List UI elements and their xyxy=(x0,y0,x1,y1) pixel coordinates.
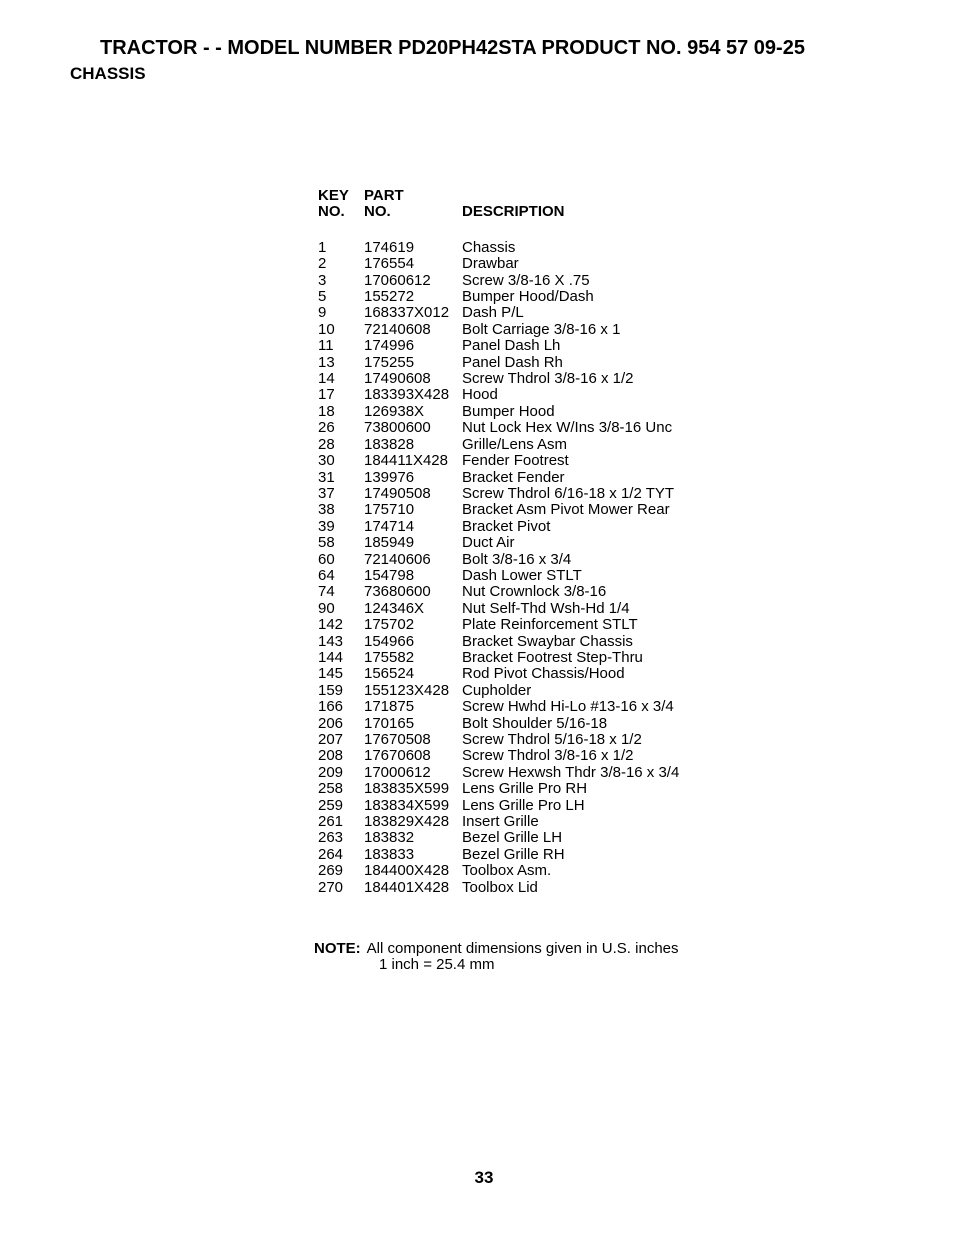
part-no-cell: 17670608 xyxy=(364,747,431,765)
table-row xyxy=(318,387,762,403)
table-row xyxy=(318,305,762,321)
part-no-cell: 183833 xyxy=(364,845,415,863)
key-no-cell: 28 xyxy=(318,435,335,453)
key-no-cell: 2 xyxy=(318,255,327,273)
part-no-cell: 183834X599 xyxy=(364,796,450,814)
table-row xyxy=(318,584,762,600)
table-row xyxy=(318,420,762,436)
table-row xyxy=(318,273,762,289)
part-no-cell: 184400X428 xyxy=(364,862,450,880)
key-no-cell: 259 xyxy=(318,796,344,814)
description-cell: Drawbar xyxy=(462,255,519,273)
key-no-cell: 208 xyxy=(318,747,344,765)
description-cell: Screw Thdrol 5/16-18 x 1/2 xyxy=(462,731,642,748)
table-row xyxy=(318,666,762,682)
description-cell: Duct Air xyxy=(462,534,515,552)
description-cell: Grille/Lens Asm xyxy=(462,435,568,453)
table-row xyxy=(318,289,762,305)
description-cell: Bolt Shoulder 5/16-18 xyxy=(462,714,608,732)
key-no-cell: 264 xyxy=(318,845,344,863)
table-row xyxy=(318,863,762,879)
part-no-cell: 183832 xyxy=(364,829,415,847)
part-no-cell: 156524 xyxy=(364,665,415,683)
part-no-cell: 183393X428 xyxy=(364,386,450,404)
description-cell: Bumper Hood/Dash xyxy=(462,288,594,306)
key-no-cell: 74 xyxy=(318,583,335,601)
table-row xyxy=(318,814,762,830)
note-line-2: 1 inch = 25.4 mm xyxy=(379,956,495,974)
description-cell: Bumper Hood xyxy=(462,402,555,420)
part-no-cell: 73800600 xyxy=(364,419,431,437)
key-no-cell: 1 xyxy=(318,238,327,256)
header-description: DESCRIPTION xyxy=(462,203,565,221)
table-row xyxy=(318,650,762,666)
table-header-row xyxy=(318,204,762,220)
page-title: TRACTOR - - MODEL NUMBER PD20PH42STA PRODUCT NO. 954 57 09-25 xyxy=(100,37,805,59)
description-cell: Screw Hexwsh Thdr 3/8-16 x 3/4 xyxy=(462,763,680,781)
description-cell: Bracket Swaybar Chassis xyxy=(462,632,633,650)
key-no-cell: 30 xyxy=(318,452,335,470)
description-cell: Lens Grille Pro LH xyxy=(462,796,585,814)
key-no-cell: 38 xyxy=(318,501,335,519)
description-cell: Toolbox Asm. xyxy=(462,862,552,880)
part-no-cell: 185949 xyxy=(364,534,415,552)
key-no-cell: 5 xyxy=(318,288,327,306)
key-no-cell: 60 xyxy=(318,550,335,568)
table-row xyxy=(318,519,762,535)
table-row xyxy=(318,568,762,584)
part-no-cell: 124346X xyxy=(364,599,425,617)
table-row xyxy=(318,798,762,814)
description-cell: Nut Crownlock 3/8-16 xyxy=(462,583,607,601)
part-no-cell: 17490608 xyxy=(364,370,431,388)
table-row xyxy=(318,371,762,387)
table-row xyxy=(318,601,762,617)
description-cell: Screw Hwhd Hi-Lo #13-16 x 3/4 xyxy=(462,698,674,716)
table-row xyxy=(318,634,762,650)
table-row xyxy=(318,535,762,551)
table-row xyxy=(318,404,762,420)
part-no-cell: 17060612 xyxy=(364,271,431,289)
description-cell: Screw 3/8-16 X .75 xyxy=(462,271,590,289)
description-cell: Bolt 3/8-16 x 3/4 xyxy=(462,550,572,568)
table-row xyxy=(318,716,762,732)
parts-table xyxy=(318,188,762,896)
key-no-cell: 58 xyxy=(318,534,335,552)
description-cell: Toolbox Lid xyxy=(462,878,538,896)
table-row xyxy=(318,256,762,272)
part-no-cell: 171875 xyxy=(364,698,415,716)
table-row xyxy=(318,699,762,715)
description-cell: Screw Thdrol 3/8-16 x 1/2 xyxy=(462,370,634,388)
part-no-cell: 72140608 xyxy=(364,320,431,338)
header-desc xyxy=(462,188,762,204)
note-line-1 xyxy=(314,941,679,957)
table-row xyxy=(318,338,762,354)
table-row xyxy=(318,552,762,568)
part-no-cell: 176554 xyxy=(364,255,415,273)
key-no-cell: 142 xyxy=(318,616,344,634)
description-cell: Bracket Footrest Step-Thru xyxy=(462,648,643,666)
description-cell: Chassis xyxy=(462,238,516,256)
table-row xyxy=(318,765,762,781)
description-cell: Dash Lower STLT xyxy=(462,566,582,584)
description-cell: Bezel Grille RH xyxy=(462,845,565,863)
table-body xyxy=(318,240,762,896)
part-no-cell: 174619 xyxy=(364,238,415,256)
key-no-cell: 263 xyxy=(318,829,344,847)
part-no-cell: 175710 xyxy=(364,501,415,519)
table-row xyxy=(318,502,762,518)
table-row xyxy=(318,470,762,486)
table-row xyxy=(318,880,762,896)
section-title: CHASSIS xyxy=(70,64,146,83)
description-cell: Bracket Pivot xyxy=(462,517,551,535)
description-cell: Panel Dash Lh xyxy=(462,337,561,355)
key-no-cell: 10 xyxy=(318,320,335,338)
description-cell: Hood xyxy=(462,386,498,404)
key-no-cell: 207 xyxy=(318,731,344,748)
description-cell: Rod Pivot Chassis/Hood xyxy=(462,665,625,683)
table-row xyxy=(318,748,762,764)
part-no-cell: 183829X428 xyxy=(364,813,450,831)
key-no-cell: 31 xyxy=(318,468,335,486)
part-no-cell: 184411X428 xyxy=(364,452,448,470)
part-no-cell: 183835X599 xyxy=(364,780,450,798)
description-cell: Lens Grille Pro RH xyxy=(462,780,588,798)
part-no-cell: 154798 xyxy=(364,566,415,584)
part-no-cell: 170165 xyxy=(364,714,415,732)
key-no-cell: 11 xyxy=(318,337,334,355)
table-row xyxy=(318,486,762,502)
key-no-cell: 39 xyxy=(318,517,335,535)
key-no-cell: 166 xyxy=(318,698,344,716)
header-key-no: NO. xyxy=(318,203,345,221)
description-cell: Bezel Grille LH xyxy=(462,829,563,847)
part-no-cell: 175702 xyxy=(364,616,415,634)
part-no-cell: 183828 xyxy=(364,435,415,453)
key-no-cell: 64 xyxy=(318,566,335,584)
table-row xyxy=(318,617,762,633)
key-no-cell: 206 xyxy=(318,714,344,732)
description-cell: Screw Thdrol 3/8-16 x 1/2 xyxy=(462,747,634,765)
table-header-row xyxy=(318,188,762,204)
key-no-cell: 3 xyxy=(318,271,327,289)
page-number: 33 xyxy=(474,1168,494,1187)
key-no-cell: 261 xyxy=(318,813,344,831)
description-cell: Nut Self-Thd Wsh-Hd 1/4 xyxy=(462,599,630,617)
key-no-cell: 14 xyxy=(318,370,335,388)
key-no-cell: 13 xyxy=(318,353,335,371)
table-row xyxy=(318,781,762,797)
table-row xyxy=(318,322,762,338)
key-no-cell: 144 xyxy=(318,648,344,666)
header-part: PART xyxy=(364,187,404,204)
part-no-cell: 154966 xyxy=(364,632,415,650)
note-label: NOTE: xyxy=(314,940,361,957)
key-no-cell: 90 xyxy=(318,599,335,617)
description-cell: Cupholder xyxy=(462,681,532,699)
part-no-cell: 174996 xyxy=(364,337,415,355)
description-cell: Nut Lock Hex W/Ins 3/8-16 Unc xyxy=(462,419,673,437)
description-cell: Bracket Fender xyxy=(462,468,565,486)
key-no-cell: 209 xyxy=(318,763,344,781)
description-cell: Insert Grille xyxy=(462,813,539,831)
note-block xyxy=(314,941,679,974)
table-row xyxy=(318,355,762,371)
key-no-cell: 270 xyxy=(318,878,344,896)
table-row xyxy=(318,453,762,469)
part-no-cell: 139976 xyxy=(364,468,415,486)
part-no-cell: 174714 xyxy=(364,517,415,535)
description-cell: Fender Footrest xyxy=(462,452,569,470)
key-no-cell: 159 xyxy=(318,681,344,699)
key-no-cell: 26 xyxy=(318,419,335,437)
key-no-cell: 18 xyxy=(318,402,335,420)
description-cell: Panel Dash Rh xyxy=(462,353,563,371)
part-no-cell: 17670508 xyxy=(364,731,431,748)
description-cell: Screw Thdrol 6/16-18 x 1/2 TYT xyxy=(462,484,675,502)
description-cell: Bolt Carriage 3/8-16 x 1 xyxy=(462,320,621,338)
table-row xyxy=(318,830,762,846)
table-row xyxy=(318,732,762,748)
key-no-cell: 143 xyxy=(318,632,344,650)
key-no-cell: 37 xyxy=(318,484,335,502)
table-row xyxy=(318,240,762,256)
header-part-no: NO. xyxy=(364,203,391,221)
part-no-cell: 175582 xyxy=(364,648,415,666)
part-no-cell: 184401X428 xyxy=(364,878,450,896)
key-no-cell: 17 xyxy=(318,386,335,404)
table-row xyxy=(318,847,762,863)
key-no-cell: 145 xyxy=(318,665,344,683)
part-no-cell: 72140606 xyxy=(364,550,431,568)
part-no-cell: 155272 xyxy=(364,288,415,306)
part-no-cell: 168337X012 xyxy=(364,304,450,322)
key-no-cell: 269 xyxy=(318,862,344,880)
part-no-cell: 17000612 xyxy=(364,763,431,781)
note-text: All component dimensions given in U.S. inches xyxy=(366,940,679,957)
key-no-cell: 9 xyxy=(318,304,327,322)
description-cell: Plate Reinforcement STLT xyxy=(462,616,638,634)
table-row xyxy=(318,437,762,453)
part-no-cell: 17490508 xyxy=(364,484,431,502)
table-row xyxy=(318,683,762,699)
table-spacer xyxy=(318,221,762,240)
part-no-cell: 175255 xyxy=(364,353,415,371)
description-cell: Dash P/L xyxy=(462,304,524,322)
key-no-cell: 258 xyxy=(318,780,344,798)
part-no-cell: 73680600 xyxy=(364,583,431,601)
part-no-cell: 155123X428 xyxy=(364,681,450,699)
header-key: KEY xyxy=(318,187,349,204)
part-no-cell: 126938X xyxy=(364,402,425,420)
description-cell: Bracket Asm Pivot Mower Rear xyxy=(462,501,670,519)
